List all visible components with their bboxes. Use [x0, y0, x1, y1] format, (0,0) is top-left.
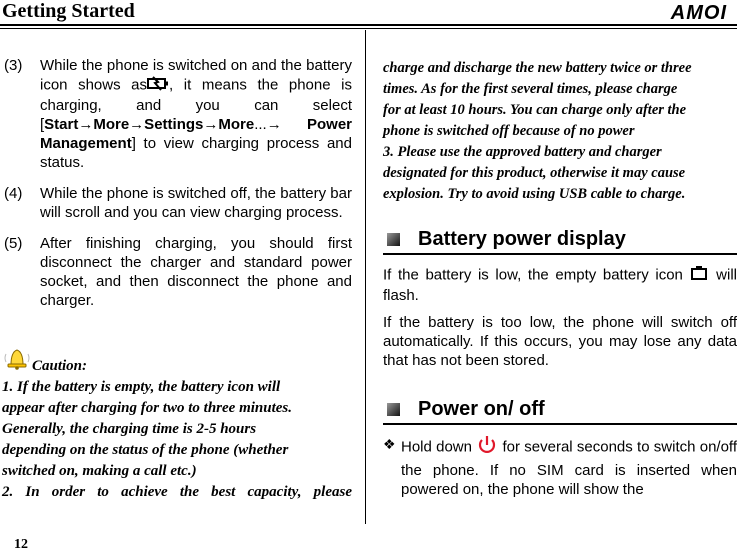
section-bullet-icon: [387, 403, 400, 416]
step-item: [0, 184, 352, 222]
step-text-post: , it means the phone is charging, and you can select [: [40, 76, 352, 133]
caution-header: [2, 346, 352, 375]
note-line: for at least 10 hours. You can charge only after the: [383, 102, 687, 118]
caution-line: switched on, making a call etc.): [2, 463, 197, 479]
paragraph-text: If the battery is low, the empty battery icon: [383, 266, 683, 284]
bullet-text: [401, 435, 737, 500]
menu-path-ellipsis: ...→: [254, 116, 282, 133]
step-text: [40, 56, 352, 172]
step-text-pre: While the phone is switched on and the battery icon shows as: [40, 57, 352, 94]
note-line: phone is switched off because of no power: [383, 123, 635, 139]
section-header: [383, 395, 737, 425]
menu-path-target: Power Management: [40, 116, 352, 152]
section-header: [383, 225, 737, 255]
paragraph-text: will flash.: [383, 266, 737, 304]
step-item: [0, 56, 352, 172]
note-line: 3. Please use the approved battery and charger: [383, 144, 662, 160]
caution-line: 1. If the battery is empty, the battery icon will: [2, 379, 281, 395]
empty-battery-icon: [690, 265, 710, 286]
column-divider: [365, 30, 366, 524]
step-text: While the phone is switched off, the battery bar will scroll and you can view charging process.: [40, 185, 352, 221]
battery-display-section: [383, 225, 737, 370]
caution-line: Generally, the charging time is 2-5 hours: [2, 421, 257, 437]
battery-low-paragraph: [383, 265, 737, 305]
bullet-text-pre: Hold down: [401, 438, 472, 456]
step-text-tail: ] to view charging process and status.: [40, 135, 352, 171]
bullet-text-post: for several seconds to switch on/off the phone. If no SIM card is inserted when powered on, the phone will show the: [401, 438, 737, 498]
caution-box: [2, 346, 352, 503]
power-key-icon: [476, 435, 498, 461]
note-line: explosion. Try to avoid using USB cable to charge.: [383, 186, 686, 202]
section-title: Power on/ off: [418, 397, 545, 420]
menu-path: Start→More→Settings→More: [44, 116, 255, 133]
step-number: (5): [4, 235, 23, 252]
caution-line: 2. In order to achieve the best capacity, please: [2, 484, 352, 500]
step-number: (4): [4, 185, 23, 202]
header-rule-thin: [0, 28, 737, 29]
note-line: designated for this product, otherwise it may cause: [383, 165, 686, 181]
brand-logo: AMOI: [670, 2, 727, 24]
diamond-bullet-icon: ❖: [383, 436, 396, 452]
left-column: [0, 56, 352, 322]
step-item: [0, 234, 352, 310]
note-line: charge and discharge the new battery twice or three: [383, 60, 692, 76]
section-bullet-icon: [387, 233, 400, 246]
note-line: times. As for the first several times, please charge: [383, 81, 678, 97]
list-item: [383, 435, 737, 500]
caution-line: appear after charging for two to three minutes.: [2, 400, 293, 416]
caution-line: depending on the status of the phone (whether: [2, 442, 289, 458]
bell-icon: [2, 346, 32, 375]
caution-text: [2, 377, 352, 503]
step-text: After finishing charging, you should first disconnect the charger and standard power socket, and then disconnect the phone and charger.: [40, 235, 352, 309]
power-on-off-section: [383, 395, 737, 500]
charging-battery-icon: [147, 75, 169, 96]
right-column: [383, 58, 735, 205]
step-number: (3): [4, 57, 23, 74]
caution-continued: [383, 58, 735, 205]
battery-too-low-paragraph: If the battery is too low, the phone will switch off automatically. If this occurs, you may lose any data that has not been stored.: [383, 314, 737, 369]
page-number: 12: [14, 537, 28, 552]
caution-title: Caution:: [32, 358, 88, 374]
section-title: Battery power display: [418, 227, 626, 250]
header-rule: [0, 24, 737, 26]
page-title: Getting Started: [2, 0, 135, 22]
